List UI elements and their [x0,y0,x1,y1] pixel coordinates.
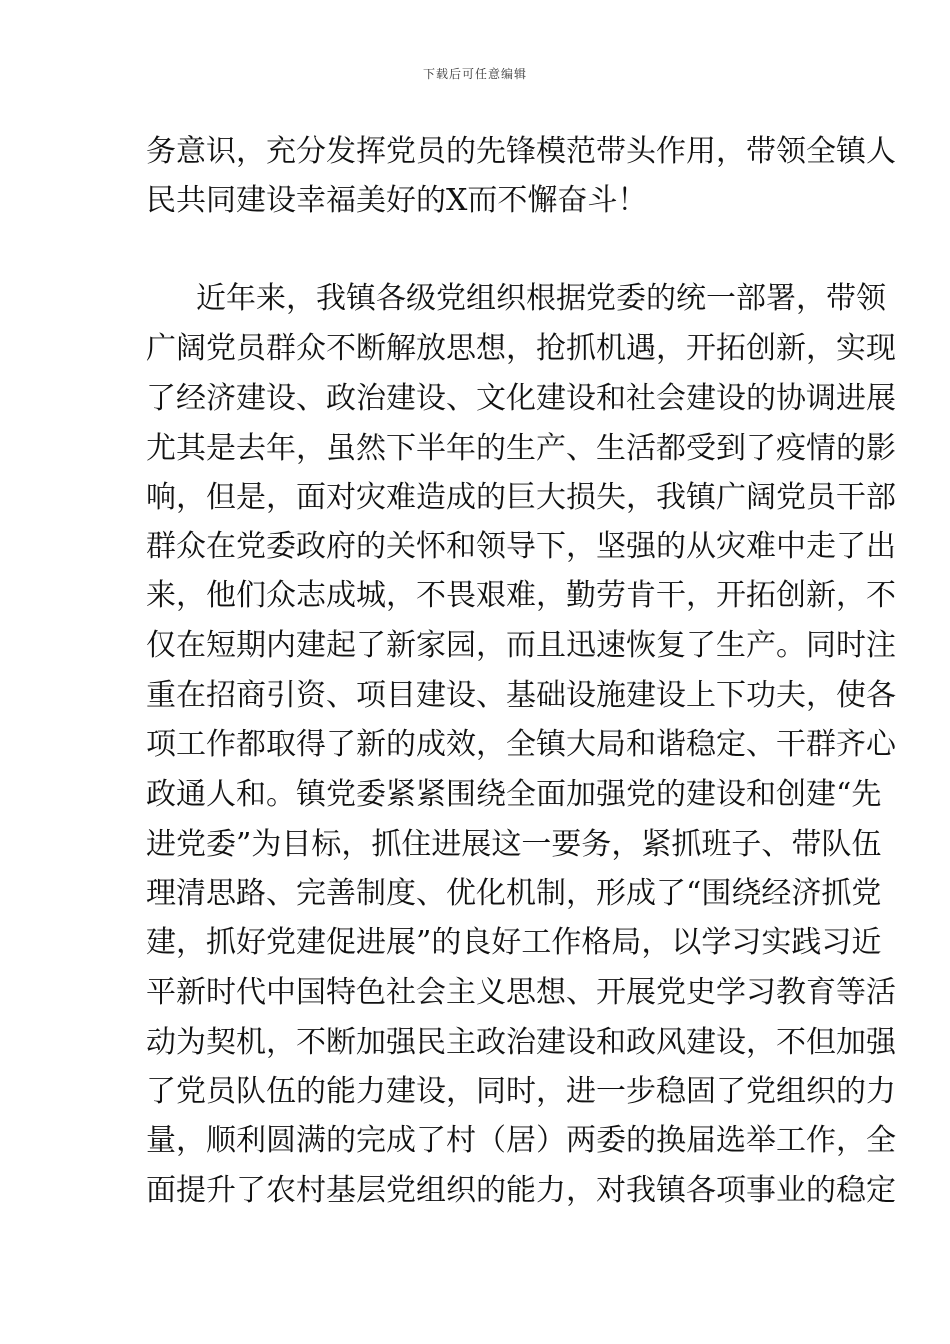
text-line: 群众在党委政府的关怀和领导下，坚强的从灾难中走了出 [146,529,896,564]
text-line: 了党员队伍的能力建设，同时，进一步稳固了党组织的力 [146,1074,896,1109]
text-line: 理清思路、完善制度、优化机制，形成了“围绕经济抓党 [146,876,882,911]
text-line: 来，他们众志成城，不畏艰难，勤劳肯干，开拓创新，不 [146,578,896,613]
text-line: 民共同建设幸福美好的X而不懈奋斗！ [146,183,648,218]
text-line: 项工作都取得了新的成效，全镇大局和谐稳定、干群齐心 [146,727,896,762]
text-line: 广阔党员群众不断解放思想，抢抓机遇，开拓创新，实现 [146,331,896,366]
header-note: 下载后可任意编辑 [422,67,527,81]
text-line: 政通人和。镇党委紧紧围绕全面加强党的建设和创建“先 [146,777,882,812]
text-line: 近年来，我镇各级党组织根据党委的统一部署，带领 [196,281,886,316]
text-line: 建，抓好党建促进展”的良好工作格局，以学习实践习近 [146,925,882,960]
text-line: 尤其是去年，虽然下半年的生产、生活都受到了疫情的影 [146,431,896,466]
text-line: 平新时代中国特色社会主义思想、开展党史学习教育等活 [146,975,896,1010]
text-line: 面提升了农村基层党组织的能力，对我镇各项事业的稳定 [146,1173,896,1208]
text-line: 务意识，充分发挥党员的先锋模范带头作用，带领全镇人 [146,134,896,169]
text-line: 仅在短期内建起了新家园，而且迅速恢复了生产。同时注 [146,628,896,663]
text-line: 进党委”为目标，抓住进展这一要务，紧抓班子、带队伍 [146,827,882,862]
text-line: 量，顺利圆满的完成了村（居）两委的换届选举工作，全 [146,1123,896,1158]
text-line: 重在招商引资、项目建设、基础设施建设上下功夫，使各 [146,678,896,713]
text-line: 响，但是，面对灾难造成的巨大损失，我镇广阔党员干部 [146,480,896,515]
text-line: 动为契机，不断加强民主政治建设和政风建设，不但加强 [146,1025,896,1060]
text-line: 了经济建设、政治建设、文化建设和社会建设的协调进展 [146,381,896,416]
